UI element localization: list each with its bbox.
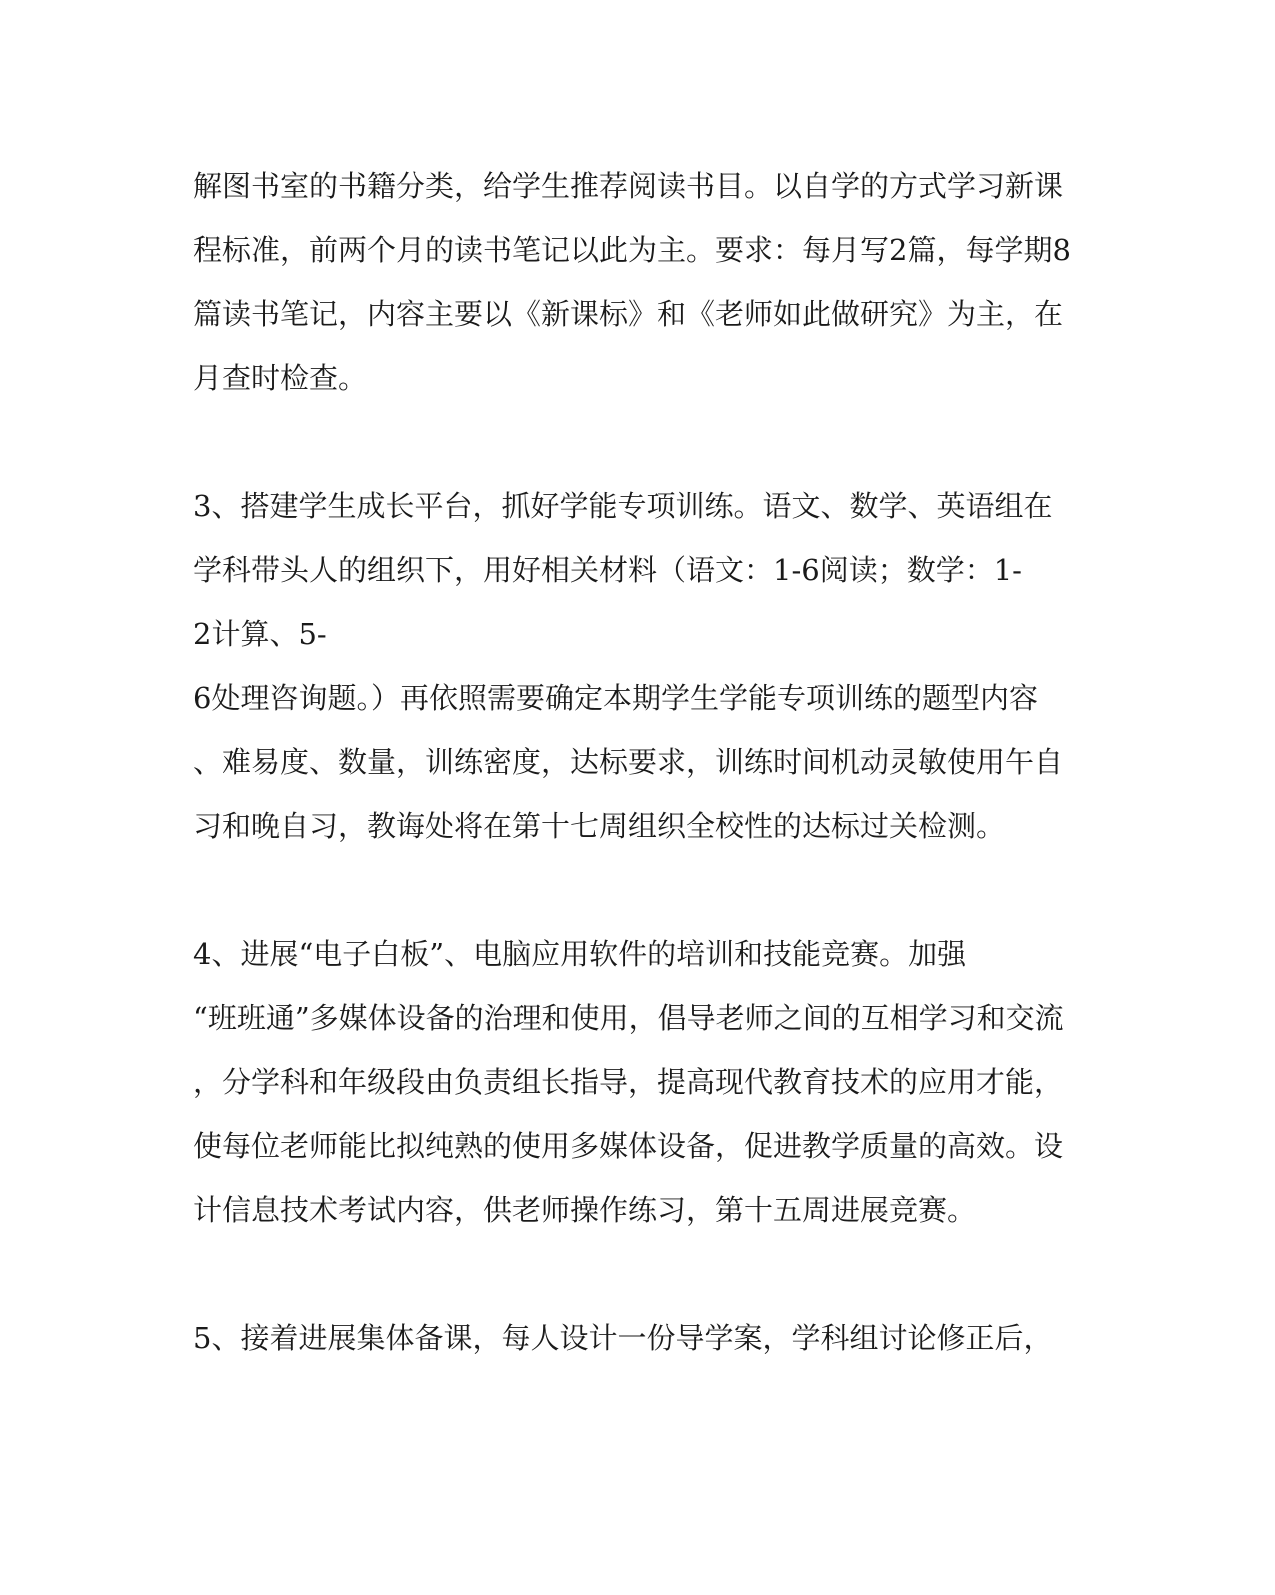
text-line: 习和晚自习，教诲处将在第十七周组织全校性的达标过关检测。 [193,809,1006,843]
text-line: 5、接着进展集体备课，每人设计一份导学案，学科组讨论修正后， [193,1321,1053,1355]
text-line: 3、搭建学生成长平台，抓好学能专项训练。语文、数学、英语组在 [193,489,1053,523]
text-line: “班班通”多媒体设备的治理和使用，倡导老师之间的互相学习和交流 [193,1001,1064,1035]
text-line: 、难易度、数量，训练密度，达标要求，训练时间机动灵敏使用午自 [193,745,1064,779]
text-line: 月查时检查。 [193,361,368,395]
text-line: 篇读书笔记，内容主要以《新课标》和《老师如此做研究》为主，在 [193,297,1064,331]
text-line: 4、进展“电子白板”、电脑应用软件的培训和技能竞赛。加强 [193,937,967,971]
text-line: 计信息技术考试内容，供老师操作练习，第十五周进展竞赛。 [193,1193,977,1227]
text-line: 使每位老师能比拟纯熟的使用多媒体设备，促进教学质量的高效。设 [193,1129,1064,1163]
text-line: 2计算、5- [193,617,327,651]
text-line: 解图书室的书籍分类，给学生推荐阅读书目。以自学的方式学习新课 [193,169,1064,203]
text-line: 程标准，前两个月的读书笔记以此为主。要求：每月写2篇，每学期8 [193,233,1071,267]
text-line: ，分学科和年级段由负责组长指导，提高现代教育技术的应用才能， [193,1065,1064,1099]
text-line: 学科带头人的组织下，用好相关材料（语文：1-6阅读；数学：1- [193,553,1022,587]
text-line: 6处理咨询题。）再依照需要确定本期学生学能专项训练的题型内容 [193,681,1038,715]
